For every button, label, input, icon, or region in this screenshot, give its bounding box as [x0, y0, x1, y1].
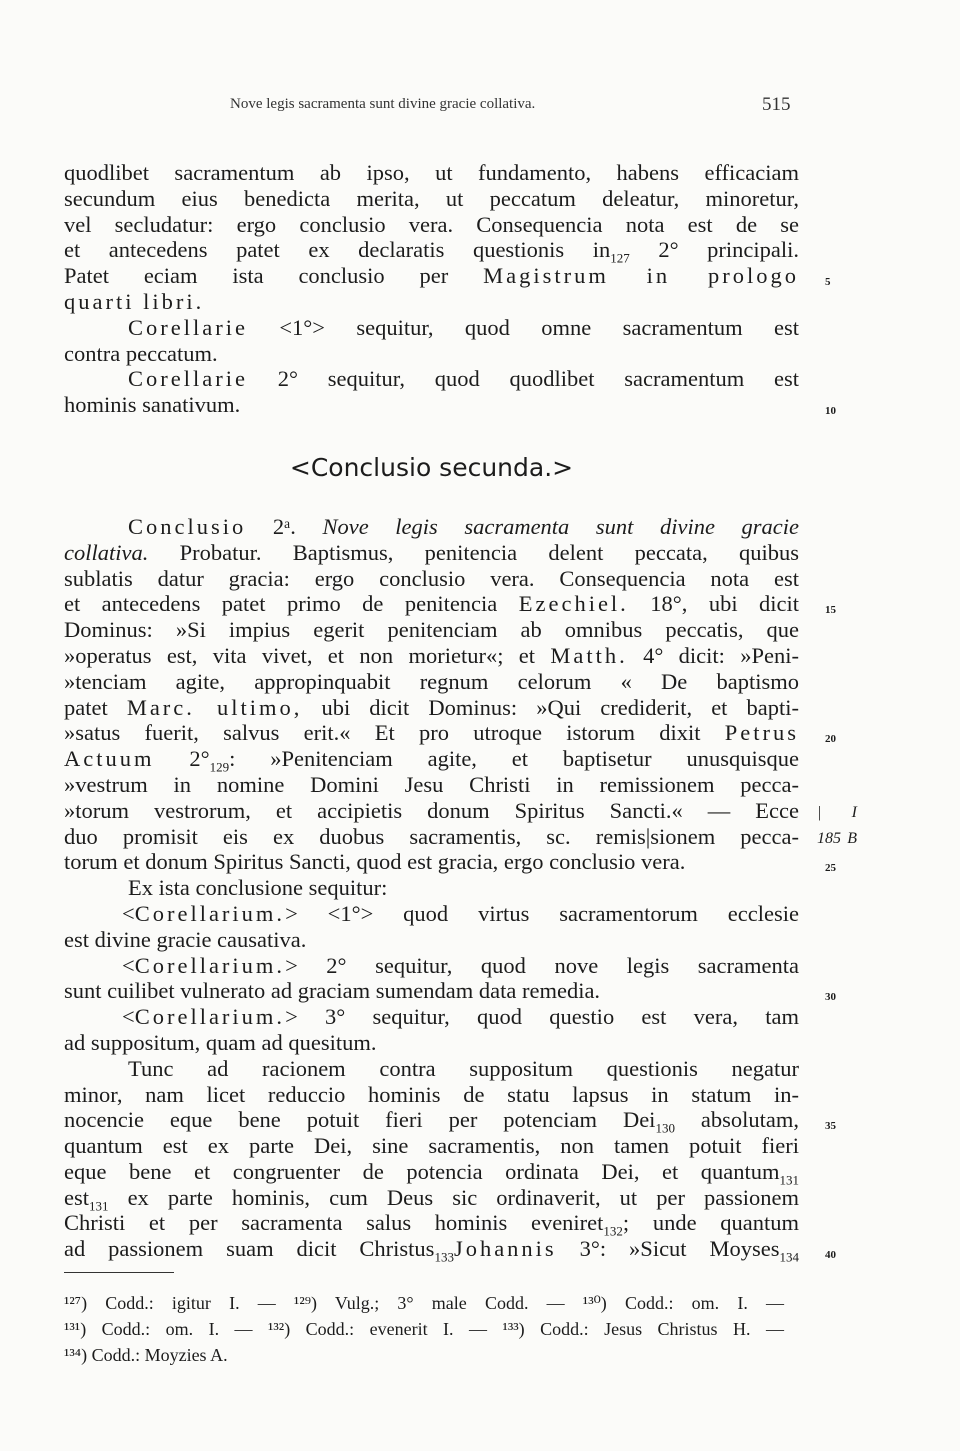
line-text: et antecedens patet primo de penitencia	[64, 591, 519, 617]
line-text	[557, 1236, 580, 1261]
line-text: > 3° sequitur, quod questio est vera, tam	[285, 1004, 799, 1030]
line-text: ubi dicit Dominus: »Qui crediderit, et bapti-	[302, 694, 799, 720]
text-line	[64, 617, 799, 643]
text-line	[64, 849, 836, 875]
text-line	[64, 392, 836, 418]
text-line	[64, 263, 831, 289]
line-number: 30	[825, 991, 836, 1004]
line-text: <1°> sequitur, quod omne sacramentum est	[247, 314, 799, 340]
spaced-text: Ezechiel.	[518, 591, 629, 617]
spaced-text: Conclusio	[128, 513, 247, 539]
text-line	[64, 643, 799, 669]
line-text: 2° sequitur, quod quodlibet sacramentum est	[247, 366, 799, 392]
text-line	[64, 566, 799, 592]
line-text: <	[122, 952, 135, 978]
section-heading: <Conclusio secunda.>	[289, 452, 574, 482]
italic-text: Nove legis sacramenta sunt divine gracie	[322, 513, 799, 539]
line-text: patet	[64, 694, 127, 720]
text-line	[64, 823, 857, 850]
line-text: Patet eciam ista conclusio per	[64, 263, 484, 289]
line-text: nocencie eque bene potuit fieri per potenciam Dei	[64, 1107, 656, 1133]
footnote-ref: 134	[779, 1249, 799, 1265]
spaced-text: Corellarie	[128, 366, 248, 392]
line-number: 40	[825, 1249, 836, 1262]
text-line	[64, 669, 799, 695]
text-line	[64, 1107, 836, 1136]
text-line	[64, 927, 799, 953]
line-text: 18°, ubi dicit	[628, 591, 799, 617]
line-text: hominis sanativum.	[64, 392, 241, 418]
line-text: vel secludatur: ergo conclusio vera. Consequencia nota est de se	[64, 211, 799, 237]
running-title: Nove legis sacramenta sunt divine gracie collativa.	[230, 96, 536, 112]
line-text: ; unde quantum	[622, 1210, 799, 1236]
footnote-line: ¹³⁴) Codd.: Moyzies A.	[64, 1345, 228, 1365]
spaced-text: Petrus	[724, 720, 799, 746]
line-text: 2°	[154, 746, 210, 772]
text-line	[64, 1184, 799, 1214]
line-text: secundum eius benedicta merita, ut peccatum deleatur, minoretur,	[64, 185, 799, 211]
text-line	[64, 1082, 799, 1108]
margin-folio-note: 185 B	[817, 829, 857, 847]
line-text: 2° principali.	[629, 237, 799, 263]
line-text: torum et donum Spiritus Sancti, quod est gracia, ergo conclusio vera.	[64, 849, 686, 875]
spaced-text: Marc. ultimo,	[126, 694, 303, 720]
text-line	[64, 901, 799, 927]
line-text: Tunc ad racionem contra suppositum questionis negatur	[128, 1055, 799, 1081]
line-text: absolutam,	[674, 1107, 799, 1133]
line-text: quodlibet sacramentum ab ipso, ut fundamento, habens efficaciam	[64, 160, 799, 185]
footnote-ref: 129	[209, 759, 230, 775]
line-text: Christi et per sacramenta salus hominis eveniret	[64, 1210, 604, 1236]
line-number: 20	[825, 733, 836, 746]
spaced-text: Actuum	[64, 746, 155, 772]
line-number: 35	[825, 1120, 836, 1133]
line-text: »tenciam agite, appropinquabit regnum celorum « De baptismo	[64, 668, 799, 694]
text-line	[64, 212, 799, 238]
line-text: <	[122, 1004, 135, 1030]
text-line	[64, 875, 799, 901]
line-text: quantum est ex parte Dei, sine sacramentis, non tamen potuit fieri	[64, 1133, 799, 1159]
text-line	[64, 514, 799, 540]
main-text	[64, 160, 857, 1265]
text-line	[64, 341, 799, 367]
line-text: > <1°> quod virtus sacramentorum ecclesie	[285, 900, 799, 926]
line-text: duo promisit eis ex duobus sacramentis, sc. remis|sionem pecca-	[64, 823, 799, 849]
line-text: »operatus est, vita vivet, et non morietur«; et	[64, 642, 551, 668]
text-line	[64, 186, 799, 212]
text-line	[64, 289, 799, 315]
line-text: Dominus: »Si impius egerit penitenciam ab omnibus peccatis, que	[64, 617, 799, 643]
footnote-ref: 131	[779, 1172, 799, 1188]
spaced-text: Matth.	[550, 642, 628, 668]
text-line	[64, 540, 799, 566]
text-line	[64, 1004, 799, 1030]
text-block-2	[64, 513, 857, 1265]
text-line	[64, 978, 836, 1004]
line-text: ex parte hominis, cum Deus sic ordinaverit, ut per passionem	[108, 1184, 799, 1210]
spaced-text: quarti libri.	[64, 288, 205, 314]
line-text: ad passionem suam dicit Christus	[64, 1236, 435, 1262]
text-line	[64, 160, 799, 186]
line-text: 2ᵃ.	[246, 513, 323, 539]
line-number: 5	[825, 276, 831, 289]
text-line	[64, 1056, 799, 1082]
line-number: 15	[825, 604, 836, 617]
text-line	[64, 237, 799, 266]
line-text: sublatis datur gracia: ergo conclusio vera. Consequencia nota est	[64, 565, 799, 591]
line-text: Probatur. Baptismus, penitencia delent peccata, quibus	[148, 539, 799, 565]
footnotes	[64, 1290, 784, 1368]
line-number: 25	[825, 862, 836, 875]
text-line	[64, 1030, 799, 1056]
footnote-ref: 127	[610, 250, 630, 266]
text-line	[64, 720, 836, 746]
line-text: est divine gracie causativa.	[64, 926, 307, 952]
footnote-rule	[64, 1272, 174, 1273]
line-text: <	[122, 900, 135, 926]
text-line	[64, 772, 799, 798]
spaced-text: Corellarie	[128, 314, 248, 340]
spaced-text: Corellarium.	[134, 952, 286, 978]
italic-text: collativa.	[64, 539, 149, 565]
line-text: eque bene et congruenter de potencia ordinata Dei, et quantum	[64, 1158, 780, 1184]
footnote-line: ¹²⁷) Codd.: igitur I. — ¹²⁹) Vulg.; 3° male Codd. — ¹³⁰) Codd.: om. I. —	[64, 1293, 784, 1313]
text-line	[64, 366, 799, 392]
line-text: »satus fuerit, salvus erit.« Et pro utroque istorum dixit	[64, 720, 725, 746]
footnote-ref: 133	[434, 1249, 454, 1265]
spaced-text: Corellarium.	[134, 900, 286, 926]
spaced-text: Johannis	[453, 1236, 557, 1262]
line-text: > 2° sequitur, quod nove legis sacramenta	[285, 952, 799, 978]
line-text: minor, nam licet reduccio hominis de statu lapsus in statum in-	[64, 1081, 799, 1107]
text-line	[64, 1210, 799, 1239]
text-line	[64, 315, 799, 341]
text-line	[64, 695, 799, 721]
spaced-text: Magistrum in prologo	[483, 263, 799, 289]
line-text: 3°: »Sicut Moyses	[579, 1236, 780, 1262]
text-line	[64, 797, 857, 824]
line-text: est	[64, 1184, 89, 1210]
text-line	[64, 1236, 836, 1265]
line-text: contra peccatum.	[64, 340, 218, 366]
text-line	[64, 1158, 799, 1188]
text-line	[64, 591, 836, 617]
text-block-1	[64, 160, 836, 418]
line-text: 4° dicit: »Peni-	[627, 642, 800, 668]
footnote-ref: 131	[89, 1198, 109, 1214]
margin-folio-note: | I	[817, 803, 857, 821]
page-number: 515	[762, 94, 791, 115]
footnote-line: ¹³¹) Codd.: om. I. — ¹³²) Codd.: evenerit I. — ¹³³) Codd.: Jesus Christus H. —	[64, 1319, 784, 1339]
footnote-ref: 132	[603, 1223, 623, 1239]
spaced-text: Corellarium.	[134, 1004, 286, 1030]
text-line	[64, 953, 799, 979]
line-text: Ex ista conclusione sequitur:	[128, 875, 388, 901]
line-text: sunt cuilibet vulnerato ad graciam sumendam data remedia.	[64, 978, 601, 1004]
footnote-ref: 130	[655, 1120, 675, 1136]
text-line	[64, 746, 800, 775]
line-text: : »Penitenciam agite, et baptisetur unusquisque	[229, 746, 800, 772]
text-line	[64, 1133, 799, 1159]
line-text: ad suppositum, quam ad quesitum.	[64, 1029, 377, 1055]
line-number: 10	[825, 405, 836, 418]
line-text: »vestrum in nomine Domini Jesu Christi in remissionem pecca-	[64, 771, 799, 797]
line-text: et antecedens patet ex declaratis questionis in	[64, 237, 611, 263]
line-text: »torum vestrorum, et accipietis donum Spiritus Sancti.« — Ecce	[64, 797, 799, 823]
